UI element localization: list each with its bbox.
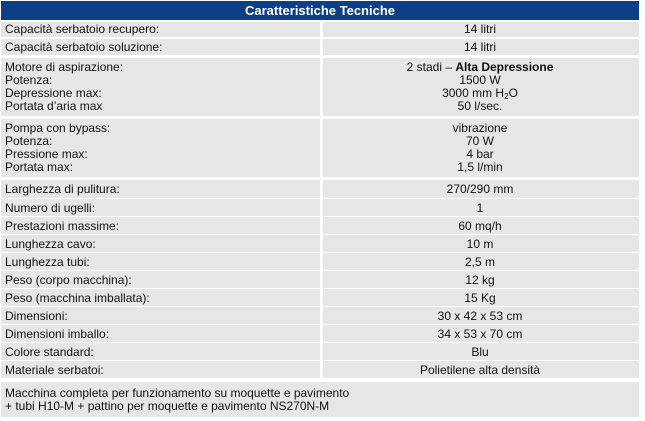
row-value: 1 <box>323 199 639 216</box>
row-value: 14 litri <box>323 39 639 55</box>
footer-note <box>1 382 639 417</box>
row-value <box>323 119 639 177</box>
value-line: 2 stadi – Alta Depressione <box>406 60 554 74</box>
label-line: Portata d’aria max <box>5 99 103 113</box>
table-row <box>1 58 639 116</box>
label-line: Pressione max: <box>5 147 88 161</box>
table-row <box>1 289 639 306</box>
row-label: Numero di ugelli: <box>1 199 320 216</box>
label-line: Depressione max: <box>5 86 102 100</box>
table-row <box>1 180 639 198</box>
table-row <box>1 325 639 342</box>
table-row <box>1 307 639 324</box>
row-label: Lunghezza cavo: <box>1 235 320 252</box>
row-value: Polietilene alta densità <box>323 361 639 378</box>
value-line: 1500 W <box>459 73 501 87</box>
label-line: Motore di aspirazione: <box>5 60 124 74</box>
row-label: Dimensioni imballo: <box>1 325 320 342</box>
label-line: Potenza: <box>5 134 53 148</box>
row-label <box>1 58 320 116</box>
footer-line: + tubi H10-M + pattino per moquette e pavimento NS270N-M <box>5 399 330 413</box>
value-line: 70 W <box>465 134 494 148</box>
row-label: Lunghezza tubi: <box>1 253 320 270</box>
table-row <box>1 217 639 234</box>
row-value: 34 x 53 x 70 cm <box>323 325 639 342</box>
table-row <box>1 119 639 177</box>
footer-line: Macchina completa per funzionamento su moquette e pavimento <box>5 386 350 400</box>
table-title: Caratteristiche Tecniche <box>1 1 639 20</box>
row-value: 30 x 42 x 53 cm <box>323 307 639 324</box>
value-line: 3000 mm $H_2O$ <box>442 86 518 101</box>
table-row <box>1 199 639 216</box>
row-label: Materiale serbatoi: <box>1 361 320 378</box>
row-label: Colore standard: <box>1 343 320 360</box>
value-line: 50 l/sec. <box>457 99 503 113</box>
row-label: Capacità serbatoio soluzione: <box>1 39 320 55</box>
table-row <box>1 253 639 270</box>
row-value: 10 m <box>323 235 639 252</box>
table-row <box>1 235 639 252</box>
value-line: 1,5 l/min <box>457 160 503 174</box>
label-line: Potenza: <box>5 73 53 87</box>
row-label: Peso (corpo macchina): <box>1 271 320 288</box>
row-value: 14 litri <box>323 22 639 37</box>
row-label: Capacità serbatoio recupero: <box>1 22 320 37</box>
table-row <box>1 271 639 288</box>
value-line: vibrazione <box>452 121 508 135</box>
row-value: 15 Kg <box>323 289 639 306</box>
row-label: Larghezza di pulitura: <box>1 180 320 198</box>
row-label: Prestazioni massime: <box>1 217 320 234</box>
row-value: 60 mq/h <box>323 217 639 234</box>
table-row <box>1 343 639 360</box>
row-label: Dimensioni: <box>1 307 320 324</box>
row-label: Peso (macchina imballata): <box>1 289 320 306</box>
table-row <box>1 39 639 55</box>
row-label <box>1 119 320 177</box>
row-value: 2,5 m <box>323 253 639 270</box>
row-value: Blu <box>323 343 639 360</box>
value-line: 4 bar <box>466 147 494 161</box>
row-value: 12 kg <box>323 271 639 288</box>
label-line: Portata max: <box>5 160 74 174</box>
table-footer <box>1 382 639 417</box>
table-row <box>1 361 639 378</box>
row-value: 270/290 mm <box>323 180 639 198</box>
row-value <box>323 58 639 116</box>
table-row <box>1 22 639 37</box>
label-line: Pompa con bypass: <box>5 121 111 135</box>
